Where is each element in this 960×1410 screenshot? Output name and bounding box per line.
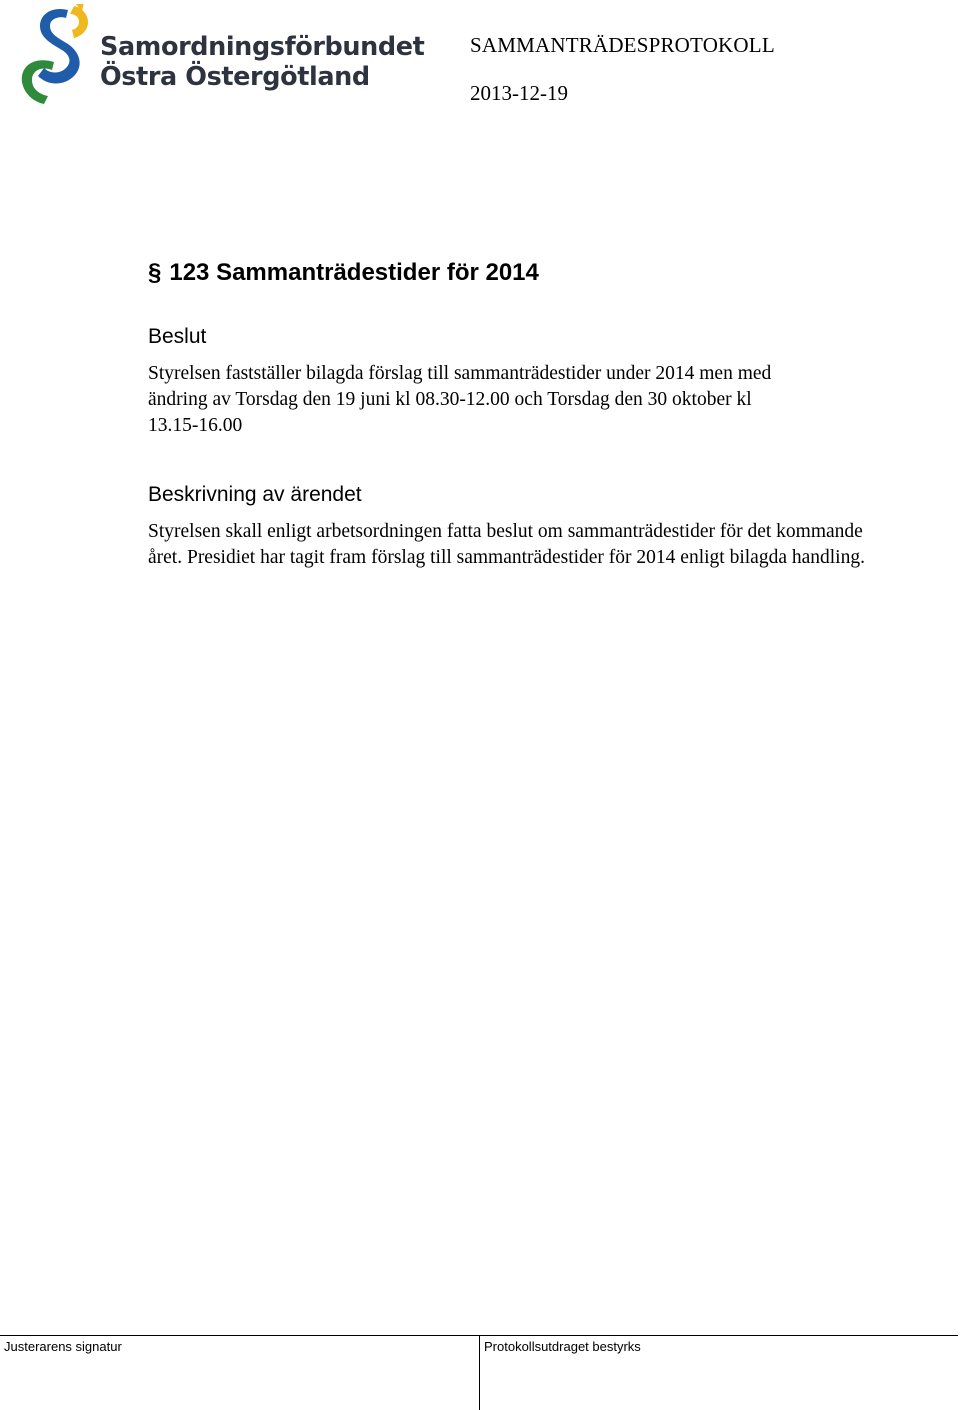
logo-text-line-2: Östra Östergötland bbox=[100, 62, 370, 92]
beslut-text bbox=[148, 361, 771, 439]
beskrivning-heading: Beskrivning av ärendet bbox=[148, 483, 362, 506]
paragraph-sign: § bbox=[148, 259, 162, 286]
logo-text-line-1: Samordningsförbundet bbox=[100, 32, 425, 62]
document-type: SAMMANTRÄDESPROTOKOLL bbox=[470, 33, 775, 57]
signature-footer bbox=[0, 1335, 958, 1410]
beskrivning-text bbox=[148, 519, 865, 571]
beslut-line: 13.15-16.00 bbox=[148, 415, 243, 436]
beslut-line: Styrelsen fastställer bilagda förslag till sammanträdestider under 2014 men med bbox=[148, 363, 772, 384]
organization-logo bbox=[18, 4, 425, 108]
beskrivning-line: Styrelsen skall enligt arbetsordningen fatta beslut om sammanträdestider för det kommande bbox=[148, 521, 863, 542]
section-title: 123 Sammanträdestider för 2014 bbox=[169, 259, 539, 286]
document-date: 2013-12-19 bbox=[470, 81, 568, 105]
certification-label: Protokollsutdraget bestyrks bbox=[484, 1339, 641, 1354]
logo-emblem-icon bbox=[18, 4, 98, 108]
adjuster-signature-label: Justerarens signatur bbox=[4, 1339, 122, 1354]
beslut-heading: Beslut bbox=[148, 325, 207, 348]
footer-divider bbox=[479, 1335, 480, 1410]
beslut-line: ändring av Torsdag den 19 juni kl 08.30-12.00 och Torsdag den 30 oktober kl bbox=[148, 389, 752, 410]
section-heading bbox=[148, 259, 539, 288]
beskrivning-line: året. Presidiet har tagit fram förslag till sammanträdestider för 2014 enligt bilagda handling. bbox=[148, 547, 865, 568]
